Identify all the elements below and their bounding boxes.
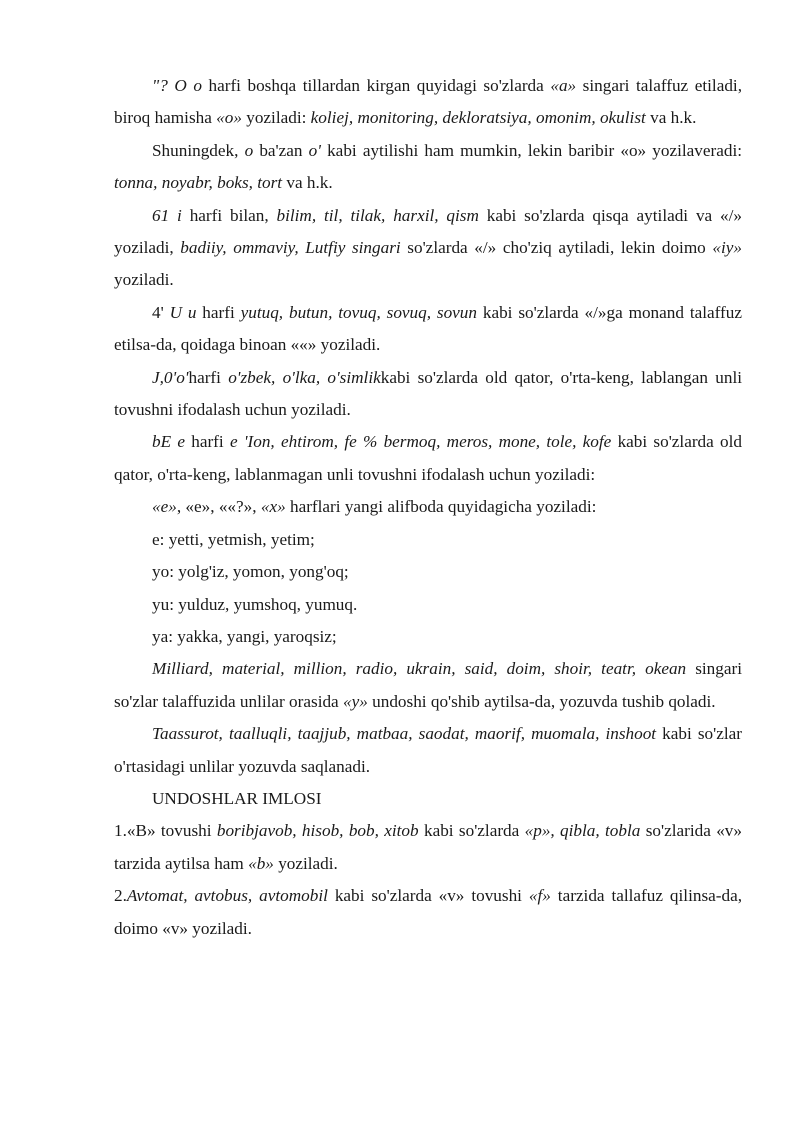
- text-run: singari so'zlar talaffuzida unlilar orasida: [114, 659, 742, 711]
- text-run: yoziladi:: [241, 108, 311, 128]
- paragraph: [114, 491, 742, 523]
- text-run: kabi so'zlarda qisqa aytiladi va «/» yoziladi,: [114, 205, 742, 258]
- paragraph: [114, 297, 742, 362]
- italic-text: 61 i: [152, 205, 182, 225]
- italic-text: o'zbek, o'lka, o'simlik: [228, 367, 381, 387]
- italic-text: badiiy, ommaviy, Lutfiy singari: [180, 238, 401, 258]
- italic-text: bilim, til, tilak, harxil, qism: [276, 205, 479, 225]
- italic-text: boribjavob, hisob, bob, xitob: [216, 821, 419, 841]
- text-run: harfi bilan,: [181, 205, 277, 225]
- paragraph: [114, 653, 742, 718]
- italic-text: koliej, monitoring, dekloratsiya, omonim, okulist: [310, 108, 646, 128]
- italic-text: Milliard, material, million, radio, ukrain, said, doim, shoir, teatr, okean: [152, 659, 687, 679]
- paragraph: [114, 70, 742, 135]
- text-run: 4': [152, 302, 170, 322]
- italic-text: «x»: [260, 497, 286, 517]
- text-run: singari talaffuz etiladi, biroq hamisha: [114, 76, 742, 128]
- text-run: ya: yakka, yangi, yaroqsiz;: [152, 626, 337, 646]
- text-run: kabi so'zlar o'rtasidagi unlilar yozuvda saqlanadi.: [114, 724, 742, 776]
- paragraph: [114, 718, 742, 783]
- paragraph: [114, 362, 742, 427]
- italic-text: «iy»: [712, 238, 742, 258]
- italic-text: "? O o: [152, 76, 202, 95]
- text-run: harfi: [184, 432, 230, 452]
- text-run: Shuningdek,: [152, 140, 245, 160]
- italic-text: Taassurot, taalluqli, taajjub, matbaa, saodat, maorif, muomala, inshoot: [152, 724, 657, 744]
- italic-text: «e»: [152, 497, 177, 517]
- italic-text: «a»: [550, 76, 577, 95]
- italic-text: «p», qibla, tobla: [524, 821, 641, 841]
- italic-text: «f»: [528, 886, 551, 906]
- paragraph: [114, 135, 742, 200]
- paragraph: [114, 426, 742, 491]
- paragraph: [114, 621, 742, 653]
- italic-text: «b»: [248, 853, 274, 873]
- italic-text: bE e: [152, 432, 185, 452]
- paragraph: [114, 200, 742, 297]
- text-run: so'zlarida «v» tarzida aytilsa ham: [114, 821, 742, 873]
- italic-text: o: [244, 140, 254, 160]
- text-run: , «e», ««?»,: [176, 497, 261, 517]
- text-run: yo: yolg'iz, yomon, yong'oq;: [152, 562, 349, 582]
- text-run: tarzida tallafuz qilinsa-da, doimo «v» yoziladi.: [114, 886, 742, 938]
- text-run: va h.k.: [282, 173, 333, 193]
- text-run: 2.: [114, 886, 127, 906]
- text-run: ba'zan: [253, 140, 309, 160]
- text-run: kabi so'zlarda old qator, o'rta-keng, lablanmagan unli tovushni ifodalash uchun yoziladi:: [114, 432, 742, 484]
- italic-text: U u: [169, 302, 197, 322]
- text-run: e: yetti, yetmish, yetim;: [152, 529, 315, 549]
- paragraph: [114, 783, 742, 815]
- text-run: va h.k.: [645, 108, 697, 128]
- text-run: kabi aytilishi ham mumkin, lekin baribir «o» yozilaveradi:: [320, 140, 742, 160]
- italic-text: tonna, noyabr, boks, tort: [114, 173, 283, 193]
- text-run: yu: yulduz, yumshoq, yumuq.: [152, 594, 358, 614]
- paragraph: [114, 589, 742, 621]
- italic-text: «y»: [343, 691, 368, 711]
- italic-text: Avtomat, avtobus, avtomobil: [126, 886, 328, 906]
- italic-text: o': [308, 140, 321, 160]
- italic-text: e 'Ion, ehtirom, fe % bermoq, meros, mone, tole, kofe: [229, 432, 612, 452]
- text-run: kabi so'zlarda «/»ga monand talaffuz etilsa-da, qoidaga binoan ««» yoziladi.: [114, 302, 742, 355]
- text-run: yoziladi.: [273, 853, 338, 873]
- text-run: 1.«B» tovushi: [114, 821, 217, 841]
- paragraph: [114, 556, 742, 588]
- paragraph: [114, 880, 742, 945]
- italic-text: «o»: [216, 108, 242, 128]
- text-run: UNDOSHLAR IMLOSI: [152, 788, 322, 808]
- text-run: harfi: [196, 302, 241, 322]
- text-run: kabi so'zlarda: [418, 821, 525, 841]
- text-run: so'zlarda «/» cho'ziq aytiladi, lekin doimo: [400, 238, 713, 258]
- italic-text: J,0'o': [152, 367, 189, 387]
- text-run: kabi so'zlarda «v» tovushi: [327, 886, 529, 906]
- text-run: harfi: [188, 367, 229, 387]
- italic-text: yutuq, butun, tovuq, sovuq, sovun: [240, 302, 477, 322]
- text-run: undoshi qo'shib aytilsa-da, yozuvda tushib qoladi.: [367, 691, 716, 711]
- text-run: harfi boshqa tillardan kirgan quyidagi so'zlarda: [201, 76, 551, 95]
- text-run: kabi so'zlarda old qator, o'rta-keng, lablangan unli tovushni ifodalash uchun yoziladi.: [114, 367, 742, 420]
- paragraph: [114, 815, 742, 880]
- text-run: yoziladi.: [114, 270, 174, 290]
- text-run: harflari yangi alifboda quyidagicha yoziladi:: [285, 497, 597, 517]
- paragraph: [114, 524, 742, 556]
